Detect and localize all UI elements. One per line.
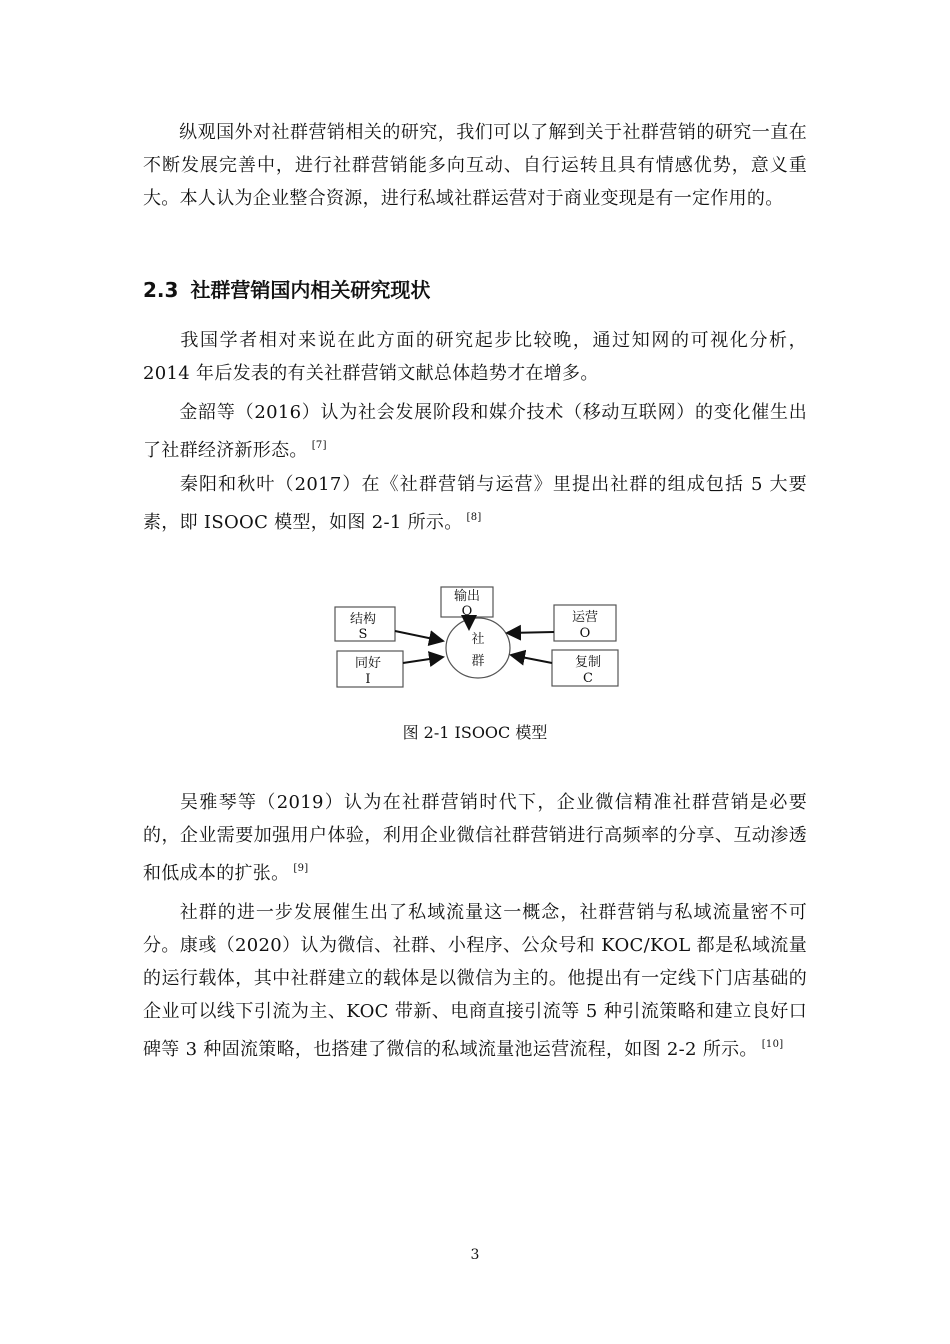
section-title: 社群营销国内相关研究现状 (190, 278, 431, 302)
paragraph-2 (143, 324, 807, 390)
paragraph-5-text: 吴雅琴等（2019）认为在社群营销时代下，企业微信精准社群营销是必要的，企业需要加强用户体验，利用企业微信社群营销进行高频率的分享、互动渗透和低成本的扩张。 (143, 792, 807, 884)
figure-caption: 图 2-1 ISOOC 模型 (402, 723, 548, 742)
arrow-copy (511, 655, 552, 663)
output-box-letter: O (461, 604, 473, 619)
section-heading (143, 274, 442, 303)
operation-box-label: 运营 (571, 610, 599, 625)
center-label-2: 群 (471, 654, 485, 669)
citation-10: [10] (761, 1039, 784, 1050)
citation-8: [8] (466, 512, 482, 523)
paragraph-6-text: 社群的进一步发展催生出了私域流量这一概念，社群营销与私域流量密不可分。康彧（2020）认为微信、社群、小程序、公众号和 KOC/KOL 都是私域流量的运行载体，其中社群建立的载体是以微信为主的。他提出有一定线下门店基础的企业可以线下引流为主、KOC 带新、电商直接引流等 5 种引流策略和建立良好口碑等 3 种固流策略，也搭建了微信的私域流量池运营流程，如图 2-2 所示。 (143, 902, 807, 1060)
paragraph-3 (143, 396, 807, 467)
paragraph-3-text: 金韶等（2016）认为社会发展阶段和媒介技术（移动互联网）的变化催生出了社群经济新形态。 (143, 402, 807, 461)
operation-box-letter: O (579, 626, 591, 641)
paragraph-4-text: 秦阳和秋叶（2017）在《社群营销与运营》里提出社群的组成包括 5 大要素，即 ISOOC 模型，如图 2-1 所示。 (143, 474, 807, 533)
citation-7: [7] (311, 440, 327, 451)
paragraph-1-text: 纵观国外对社群营销相关的研究，我们可以了解到关于社群营销的研究一直在不断发展完善中，进行社群营销能多向互动、自行运转且具有情感优势，意义重大。本人认为企业整合资源，进行私域社群运营对于商业变现是有一定作用的。 (143, 122, 807, 209)
arrow-operation (507, 632, 554, 633)
paragraph-5 (143, 786, 807, 890)
interest-box-label: 同好 (354, 656, 382, 671)
copy-box-letter: C (583, 671, 593, 686)
paragraph-4 (143, 468, 807, 539)
interest-box-letter: I (365, 672, 371, 687)
output-box-label: 输出 (453, 589, 481, 604)
arrow-interest (403, 657, 443, 663)
arrow-structure (395, 631, 443, 641)
community-ellipse (446, 618, 510, 678)
isooc-model-diagram (330, 585, 630, 695)
page-number: 3 (470, 1247, 480, 1263)
structure-box-letter: S (358, 627, 368, 642)
copy-box-label: 复制 (574, 655, 602, 670)
center-label-1: 社 (471, 632, 485, 647)
paragraph-2-text: 我国学者相对来说在此方面的研究起步比较晚，通过知网的可视化分析，2014 年后发表的有关社群营销文献总体趋势才在增多。 (143, 330, 807, 384)
paragraph-1 (143, 116, 807, 215)
paragraph-6 (143, 896, 807, 1066)
citation-9: [9] (293, 863, 309, 874)
structure-box-label: 结构 (349, 612, 377, 627)
section-number: 2.3 (143, 278, 179, 302)
